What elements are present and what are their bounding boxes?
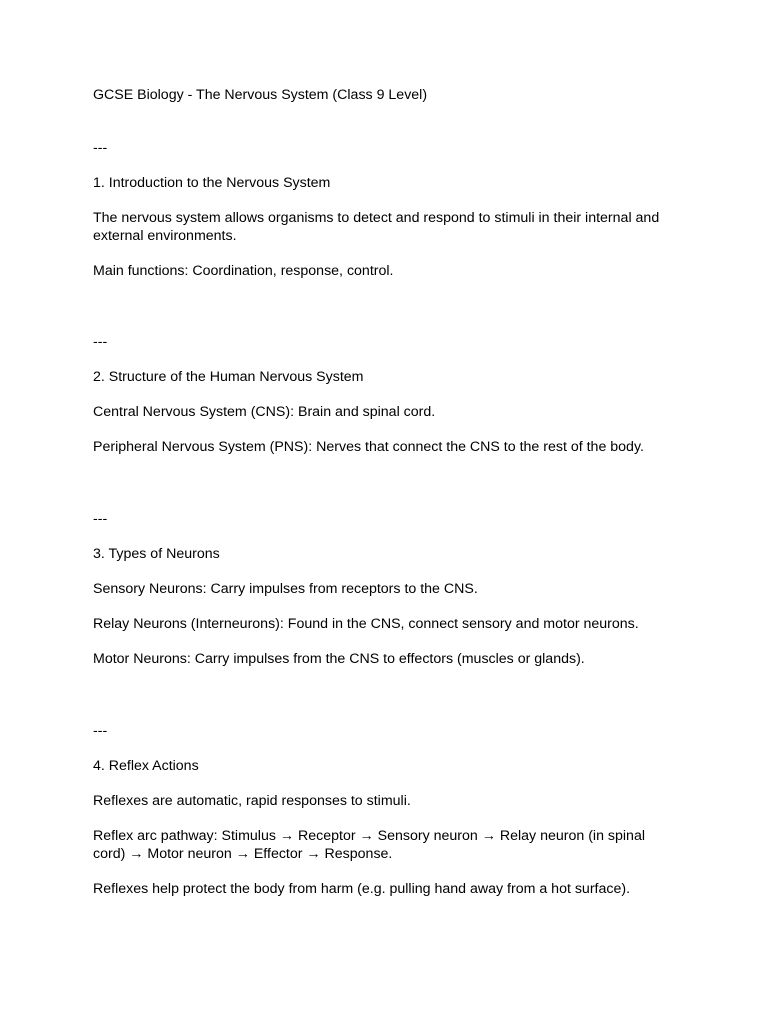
section-3-paragraph-2: Relay Neurons (Interneurons): Found in the CNS, connect sensory and motor neurons. [93,616,639,632]
section-1-paragraph-2: Main functions: Coordination, response, control. [93,263,394,279]
section-4-heading: 4. Reflex Actions [93,758,199,774]
document-title: GCSE Biology - The Nervous System (Class 9 Level) [93,87,428,103]
section-separator-1: --- [93,140,108,156]
section-2-paragraph-2: Peripheral Nervous System (PNS): Nerves that connect the CNS to the rest of the body. [93,439,644,455]
section-1-paragraph-1: The nervous system allows organisms to detect and respond to stimuli in their internal and external environments. [93,210,660,244]
section-2-heading: 2. Structure of the Human Nervous System [93,369,364,385]
section-1-heading: 1. Introduction to the Nervous System [93,175,331,191]
section-3-paragraph-1: Sensory Neurons: Carry impulses from receptors to the CNS. [93,581,478,597]
section-separator-4: --- [93,723,108,739]
section-3-paragraph-3: Motor Neurons: Carry impulses from the CNS to effectors (muscles or glands). [93,651,585,667]
section-4-paragraph-1: Reflexes are automatic, rapid responses to stimuli. [93,793,411,809]
section-separator-2: --- [93,334,108,350]
section-4-paragraph-3: Reflexes help protect the body from harm (e.g. pulling hand away from a hot surface). [93,881,631,897]
section-4-paragraph-2: Reflex arc pathway: Stimulus → Receptor → Sensory neuron → Relay neuron (in spinal cord) → Motor neuron → Effector → Response. [93,828,645,862]
section-3-heading: 3. Types of Neurons [93,546,220,562]
section-separator-3: --- [93,511,108,527]
section-2-paragraph-1: Central Nervous System (CNS): Brain and spinal cord. [93,404,436,420]
